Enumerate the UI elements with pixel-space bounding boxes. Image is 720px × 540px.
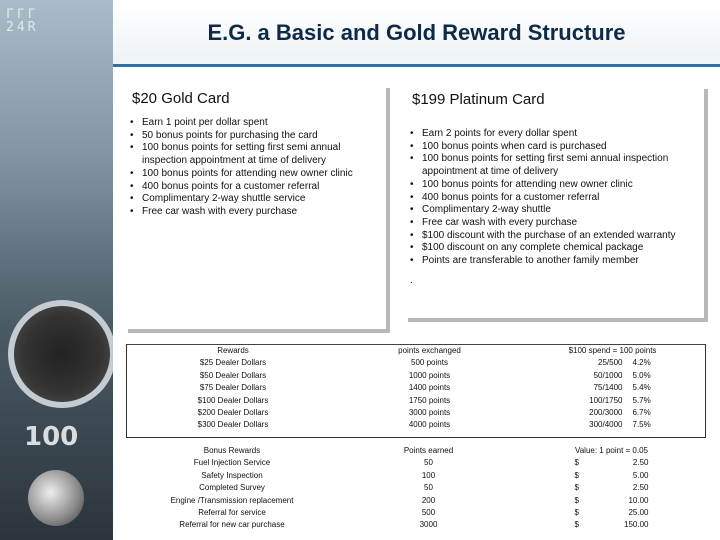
trailing-text: . (410, 275, 413, 286)
percent-value: 4.2% (632, 358, 651, 368)
points-cell: 500 (421, 508, 436, 518)
table-header (126, 445, 704, 457)
ratio-cell (520, 419, 705, 431)
ratio-cell (520, 407, 705, 419)
list-item: • 50 bonus points for purchasing the card (127, 130, 386, 143)
value-amount: 5.00 (632, 470, 649, 480)
list-item: • Earn 2 points for every dollar spent (407, 128, 704, 141)
reward-cell: $300 Dealer Dollars (197, 420, 269, 430)
ratio-value: 100/1750 (589, 395, 623, 405)
gold-card-panel (124, 84, 386, 329)
header-cell: Points earned (403, 446, 454, 455)
speedometer-gauge (8, 300, 113, 408)
table-row (126, 495, 704, 507)
list-item: • 100 bonus points for attending new owner clinic (127, 168, 386, 181)
list-item: • 100 bonus points for setting first semi annual inspection appointment at time of delivery (127, 142, 386, 167)
value-cell (519, 470, 704, 482)
list-item: • 400 bonus points for a customer referral (407, 192, 704, 205)
currency-symbol: $ (574, 470, 579, 480)
points-cell: 200 (421, 495, 436, 505)
list-item: • Complimentary 2-way shuttle (407, 204, 704, 217)
reward-cell: $25 Dealer Dollars (199, 358, 267, 368)
ratio-value: 300/4000 (589, 420, 623, 430)
reward-cell: $75 Dealer Dollars (199, 383, 267, 393)
points-cell: 4000 points (408, 420, 451, 430)
points-cell: 1000 points (408, 370, 451, 380)
ratio-value: 200/3000 (589, 408, 623, 418)
value-amount: 2.50 (632, 483, 649, 493)
table-header (127, 345, 705, 357)
logo-line: ΓΓΓ (6, 7, 39, 22)
ratio-value: 75/1400 (593, 383, 623, 393)
list-item: • $100 discount with the purchase of an extended warranty (407, 230, 704, 243)
percent-value: 6.7% (632, 408, 651, 418)
percent-value: 5.7% (632, 395, 651, 405)
table-row (126, 457, 704, 469)
list-item: • 400 bonus points for a customer referral (127, 181, 386, 194)
percent-value: 5.4% (632, 383, 651, 393)
value-cell (519, 507, 704, 519)
table-row (127, 382, 705, 394)
value-amount: 10.00 (628, 495, 649, 505)
ratio-cell (520, 357, 705, 369)
ratio-cell (520, 382, 705, 394)
ratio-value: 50/1000 (593, 370, 623, 380)
logo-line: 24R (6, 20, 39, 35)
company-logo (6, 8, 38, 34)
currency-symbol: $ (574, 520, 579, 530)
value-cell (519, 457, 704, 469)
gear-knob-image (28, 470, 84, 526)
reward-cell: Engine /Transmission replacement (170, 495, 294, 505)
list-item: • $100 discount on any complete chemical package (407, 242, 704, 255)
ratio-value: 25/500 (598, 358, 623, 368)
table-row (127, 357, 705, 369)
points-cell: 50 (424, 483, 433, 493)
list-item: • Free car wash with every purchase (407, 217, 704, 230)
table-row (127, 370, 705, 382)
table-row (126, 470, 704, 482)
points-cell: 3000 (419, 520, 438, 530)
header-cell: Value: 1 point = 0.05 (574, 446, 649, 455)
platinum-card-panel (404, 85, 704, 318)
header-cell: Bonus Rewards (203, 446, 261, 455)
points-cell: 1750 points (408, 395, 451, 405)
gold-card-title: $20 Gold Card (132, 90, 230, 107)
ratio-cell (520, 370, 705, 382)
table-row (127, 419, 705, 431)
sidebar-background-image (0, 0, 113, 540)
header-cell: points exchanged (398, 346, 461, 355)
reward-cell: $200 Dealer Dollars (197, 408, 269, 418)
reward-cell: Safety Inspection (201, 470, 263, 480)
platinum-card-benefits (404, 128, 704, 268)
table-row (126, 482, 704, 494)
list-item: • Earn 1 point per dollar spent (127, 117, 386, 130)
bonus-rewards-table (126, 445, 704, 540)
list-item: • Free car wash with every purchase (127, 206, 386, 219)
value-amount: 25.00 (628, 508, 649, 518)
platinum-card-title: $199 Platinum Card (412, 91, 545, 108)
list-item: • 100 bonus points for attending new owner clinic (407, 179, 704, 192)
gold-card-benefits (124, 117, 386, 219)
value-amount: 150.00 (624, 520, 649, 530)
currency-symbol: $ (574, 458, 579, 468)
page-title: E.G. a Basic and Gold Reward Structure (207, 20, 626, 45)
reward-cell: $100 Dealer Dollars (197, 395, 269, 405)
reward-cell: Fuel Injection Service (193, 458, 271, 468)
list-item: • 100 bonus points when card is purchased (407, 141, 704, 154)
reward-cell: Referral for service (198, 508, 266, 518)
header-cell: $100 spend = 100 points (568, 346, 657, 355)
points-cell: 1400 points (408, 383, 451, 393)
list-item: • 100 bonus points for setting first semi annual inspection appointment at time of delivery (407, 153, 704, 178)
percent-value: 5.0% (632, 370, 651, 380)
table-row (127, 407, 705, 419)
currency-symbol: $ (574, 495, 579, 505)
reward-cell: Referral for new car purchase (179, 520, 285, 530)
reward-cell: $50 Dealer Dollars (199, 370, 267, 380)
points-cell: 50 (424, 458, 433, 468)
currency-symbol: $ (574, 483, 579, 493)
value-amount: 2.50 (632, 458, 649, 468)
table-row (126, 507, 704, 519)
value-cell (519, 495, 704, 507)
value-cell (519, 482, 704, 494)
list-item: • Complimentary 2-way shuttle service (127, 193, 386, 206)
points-cell: 500 points (411, 358, 448, 368)
points-cell: 100 (421, 470, 436, 480)
ratio-cell (520, 395, 705, 407)
rewards-table (126, 344, 706, 438)
dashboard-readout: 100 (24, 422, 79, 452)
table-row (126, 519, 704, 531)
points-cell: 3000 points (408, 408, 451, 418)
currency-symbol: $ (574, 508, 579, 518)
reward-cell: Completed Survey (199, 483, 265, 493)
list-item: • Points are transferable to another family member (407, 255, 704, 268)
percent-value: 7.5% (632, 420, 651, 430)
header-cell: Rewards (217, 346, 249, 355)
title-bar (113, 0, 720, 67)
table-row (127, 395, 705, 407)
value-cell (519, 519, 704, 531)
